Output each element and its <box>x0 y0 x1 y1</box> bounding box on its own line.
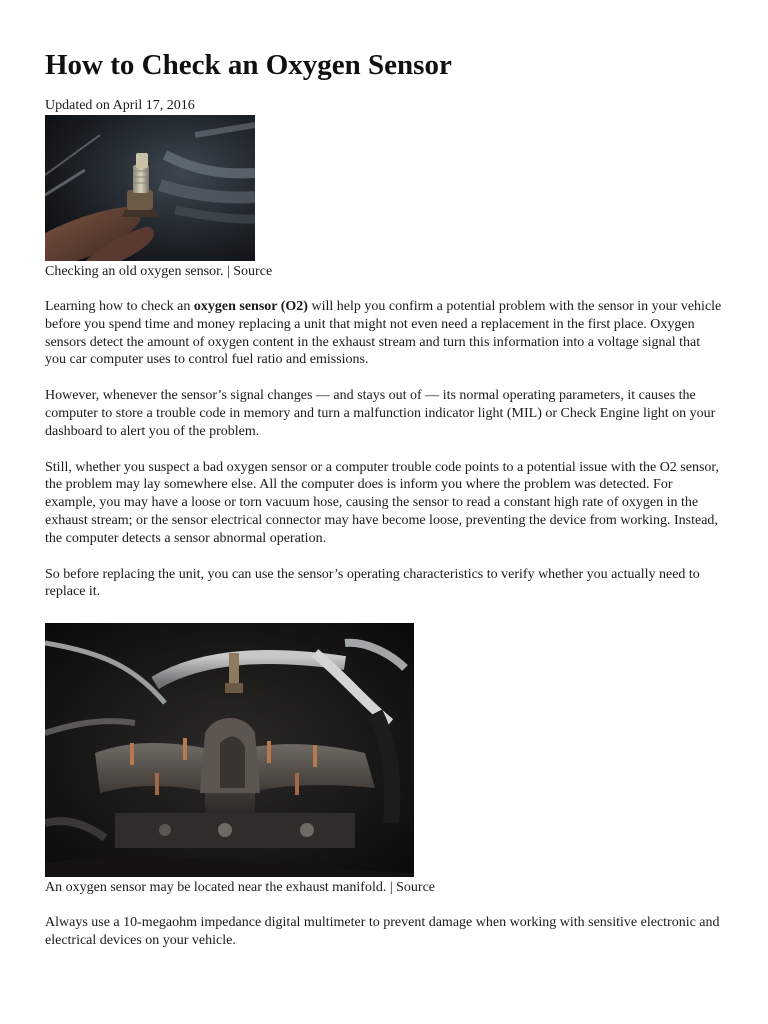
paragraph-intro-rest: will help you confirm a potential problem with the sensor in your vehicle before you spend time and money replacing a unit that might not even need a replacement in the first place. Oxygen sensors detect the amount of oxygen content in the exhaust stream and turn this information into a voltage signal that you car computer uses to control fuel ratio and emissions. <box>45 299 722 368</box>
article-title: How to Check an Oxygen Sensor <box>45 49 452 81</box>
image2-caption: An oxygen sensor may be located near the exhaust manifold. | Source <box>45 880 436 896</box>
exhaust-manifold-photo-drawing <box>45 623 414 877</box>
oxygen-sensor-term: oxygen sensor (O2) <box>193 299 308 314</box>
updated-date: Updated on April 17, 2016 <box>45 98 195 113</box>
paragraph-trouble-code: However, whenever the sensor’s signal changes — and stays out of — its normal operating parameters, it causes the computer to store a trouble code in memory and turn a malfunction indicator light (MIL) or Check Engine light on your dashboard to alert you of the problem. <box>45 388 716 439</box>
paragraph-diagnosis: Still, whether you suspect a bad oxygen sensor or a computer trouble code points to a potential issue with the O2 sensor, the problem may lay somewhere else. All the computer does is inform you where the problem was detected. For example, you may have a loose or torn vacuum hose, causing the sensor to read a constant high rate of oxygen in the exhaust stream; or the sensor electrical connector may have become loose, preventing the device from working. Instead, the computer detects a sensor abnormal operation. <box>45 459 720 546</box>
oxygen-sensor-photo <box>45 115 255 261</box>
paragraph-intro <box>45 298 722 369</box>
oxygen-sensor-photo-drawing <box>45 115 255 261</box>
paragraph-multimeter: Always use a 10-megaohm impedance digital multimeter to prevent damage when working with sensitive electronic and electrical devices on your vehicle. <box>45 915 720 948</box>
image1-caption: Checking an old oxygen sensor. | Source <box>45 264 273 279</box>
paragraph-verify: So before replacing the unit, you can use the sensor’s operating characteristics to verify whether you actually need to replace it. <box>45 566 700 600</box>
exhaust-manifold-photo <box>45 623 414 877</box>
paragraph-intro-start: Learning how to check an <box>45 299 194 314</box>
